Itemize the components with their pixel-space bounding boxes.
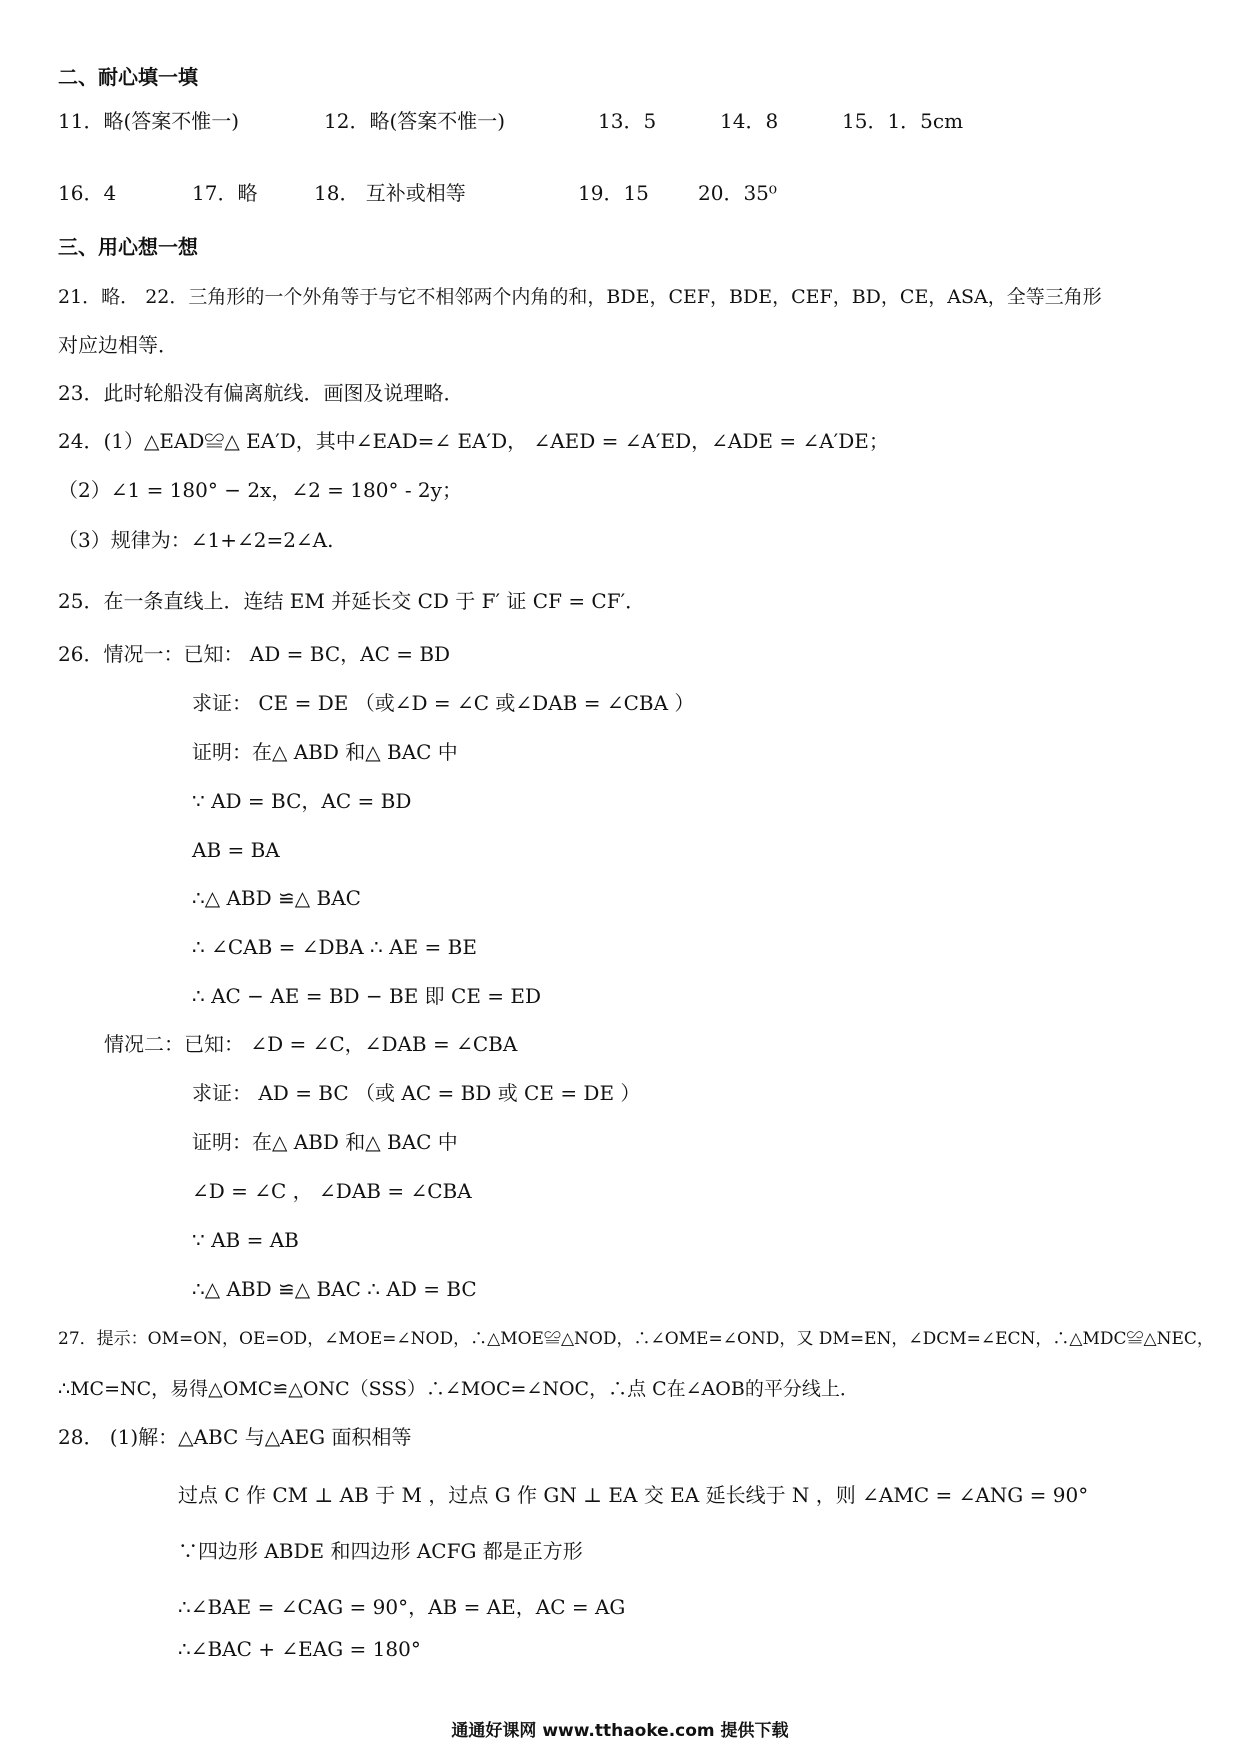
answer-26-case1-prove: 求证： CE = DE （或∠D = ∠C 或∠DAB = ∠CBA ） — [192, 691, 695, 715]
answer-28-intro: 28． (1)解：△ABC 与△AEG 面积相等 — [58, 1425, 412, 1449]
answer-26-case2-given: 情况二：已知： ∠D = ∠C，∠DAB = ∠CBA — [104, 1032, 518, 1056]
answer-13: 13．5 — [598, 109, 657, 133]
answer-26-case2-proof: 证明：在△ ABD 和△ BAC 中 — [192, 1130, 458, 1154]
answer-23: 23．此时轮船没有偏离航线．画图及说理略． — [58, 381, 464, 405]
answer-26-case2-step1: ∠D = ∠C ， ∠DAB = ∠CBA — [192, 1179, 472, 1203]
answer-17: 17．略 — [192, 181, 258, 205]
answer-28-step3: ∴∠BAE = ∠CAG = 90°，AB = AE，AC = AG — [178, 1595, 626, 1619]
answer-28-step2: ∵四边形 ABDE 和四边形 ACFG 都是正方形 — [178, 1539, 583, 1563]
section-2-heading: 二、耐心填一填 — [58, 65, 198, 89]
answer-28-step1: 过点 C 作 CM ⊥ AB 于 M ，过点 G 作 GN ⊥ EA 交 EA 延长线于 N ，则 ∠AMC = ∠ANG = 90° — [178, 1483, 1089, 1507]
answer-24-3: （3）规律为：∠1+∠2=2∠A. — [58, 528, 334, 552]
answer-18: 18． 互补或相等 — [314, 181, 466, 205]
answer-27-line1: 27．提示：OM=ON，OE=OD，∠MOE=∠NOD，∴△MOE≌△NOD，∴∠OME=∠OND，又 DM=EN，∠DCM=∠ECN，∴△MDC≌△NEC， — [58, 1329, 1214, 1349]
answer-19: 19．15 — [578, 181, 649, 205]
answer-16: 16．4 — [58, 181, 117, 205]
answer-26-case1-step5: ∴ AC − AE = BD − BE 即 CE = ED — [192, 984, 542, 1008]
section-3-heading: 三、用心想一想 — [58, 235, 198, 259]
answer-27-line2: ∴MC=NC，易得△OMC≌△ONC（SSS）∴∠MOC=∠NOC，∴点 C在∠AOB的平分线上． — [58, 1378, 859, 1400]
answer-22-cont: 对应边相等． — [58, 333, 178, 357]
answer-26-case1-step1: ∵ AD = BC，AC = BD — [192, 789, 412, 813]
answer-26-case1-step3: ∴△ ABD ≌△ BAC — [192, 886, 361, 910]
answer-26-case1-step2: AB = BA — [192, 838, 280, 862]
answer-24-2: （2）∠1 = 180° − 2x，∠2 = 180° - 2y； — [58, 478, 462, 502]
answer-26-case1-step4: ∴ ∠CAB = ∠DBA ∴ AE = BE — [192, 935, 477, 959]
answer-26-case2-prove: 求证： AD = BC （或 AC = BD 或 CE = DE ） — [192, 1081, 641, 1105]
answer-11: 11．略(答案不惟一) — [58, 109, 240, 133]
answer-20: 20．35⁰ — [698, 181, 777, 205]
answer-25: 25．在一条直线上．连结 EM 并延长交 CD 于 F′ 证 CF = CF′． — [58, 589, 646, 613]
answer-12: 12．略(答案不惟一) — [324, 109, 506, 133]
answer-15: 15．1．5cm — [842, 109, 964, 133]
answer-26-case2-step2: ∵ AB = AB — [192, 1228, 299, 1252]
page-footer: 通通好课网 www.tthaoke.com 提供下载 — [451, 1721, 789, 1741]
answer-26-case1-proof: 证明：在△ ABD 和△ BAC 中 — [192, 740, 458, 764]
answer-14: 14．8 — [720, 109, 779, 133]
answer-26-case1-given: 26．情况一：已知： AD = BC，AC = BD — [58, 642, 451, 666]
answer-28-step4: ∴∠BAC + ∠EAG = 180° — [178, 1637, 421, 1661]
answer-24-1: 24．(1）△EAD≌△ EA′D，其中∠EAD=∠ EA′D， ∠AED = ∠A′ED，∠ADE = ∠A′DE； — [58, 429, 889, 453]
answer-21-22: 21．略． 22．三角形的一个外角等于与它不相邻两个内角的和，BDE，CEF，BDE，CEF，BD，CE，ASA，全等三角形 — [58, 286, 1102, 308]
answer-26-case2-step3: ∴△ ABD ≌△ BAC ∴ AD = BC — [192, 1277, 477, 1301]
